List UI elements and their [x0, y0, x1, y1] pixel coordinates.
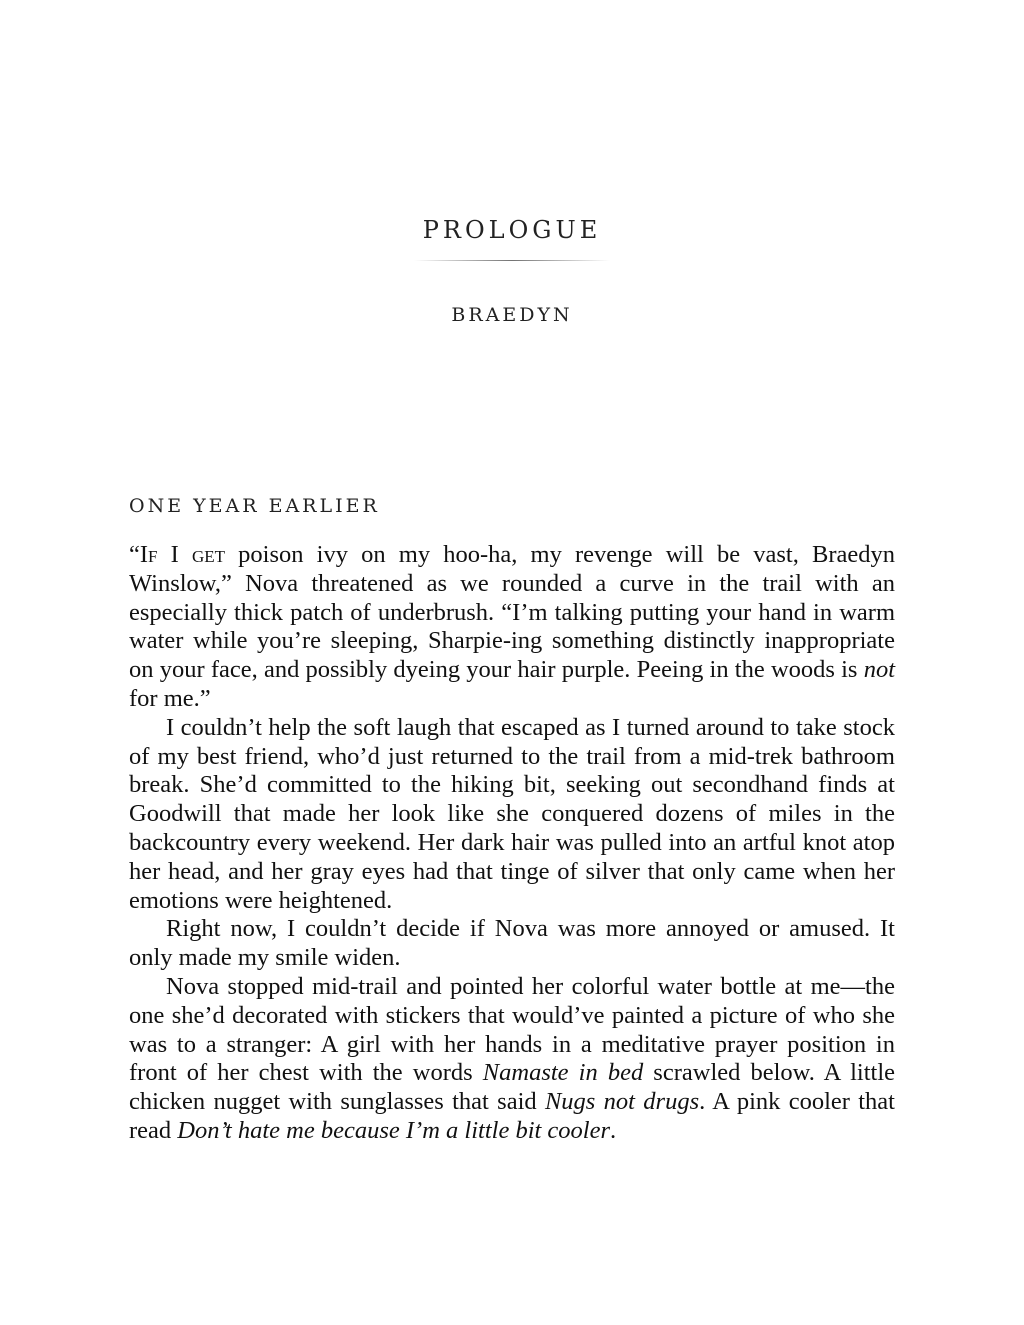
paragraph-3: Right now, I couldn’t decide if Nova was more annoyed or amused. It only made my smile widen. — [129, 915, 895, 972]
paragraph-4 — [129, 973, 895, 1146]
paragraph-1-emphasis: not — [863, 656, 895, 684]
paragraph-4-text-1: Nova stopped mid-trail and pointed her colorful water bottle at me—the one she’d decorated with stickers that would’ve painted a picture of who she was to a stranger: A girl with her hands in a meditative prayer position in front of her chest with the words — [129, 972, 895, 1087]
small-caps-lead-in: “If I get — [129, 541, 226, 568]
section-heading: ONE YEAR EARLIER — [129, 495, 380, 517]
paragraph-1-text-1: poison ivy on my hoo-ha, my revenge will be vast, Braedyn Winslow,” Nova threatened as we rounded a curve in the trail with an especially thick patch of underbrush. “I’m talking putting your hand in warm water while you’re sleeping, Sharpie-ing something distinctly inappropriate on your face, and possibly dyeing your hair purple. Peeing in the woods is — [129, 541, 895, 684]
pov-character-name: BRAEDYN — [451, 304, 573, 326]
paragraph-1-text-2: for me.” — [129, 684, 211, 712]
chapter-title: PROLOGUE — [422, 216, 602, 244]
paragraph-1 — [129, 541, 895, 714]
sticker-nugs: Nugs not drugs — [544, 1088, 700, 1116]
paragraph-4-text-3: . A pink cooler that read — [129, 1088, 895, 1144]
paragraph-4-text-4: . — [610, 1116, 617, 1144]
paragraph-4-text-2: scrawled below. A little chicken nugget with sunglasses that said — [129, 1059, 896, 1116]
title-divider — [414, 260, 610, 261]
sticker-namaste: Namaste in bed — [482, 1059, 644, 1087]
sticker-cooler: Don’t hate me because I’m a little bit cooler — [177, 1116, 611, 1144]
paragraph-2: I couldn’t help the soft laugh that escaped as I turned around to take stock of my best friend, who’d just returned to the trail from a mid-trek bathroom break. She’d committed to the hiking bit, seeking out secondhand finds at Goodwill that made her look like she conquered dozens of miles in the backcountry every weekend. Her dark hair was pulled into an artful knot atop her head, and her gray eyes had that tinge of silver that only came when her emotions were heightened. — [129, 713, 895, 914]
body-text — [129, 541, 895, 1146]
